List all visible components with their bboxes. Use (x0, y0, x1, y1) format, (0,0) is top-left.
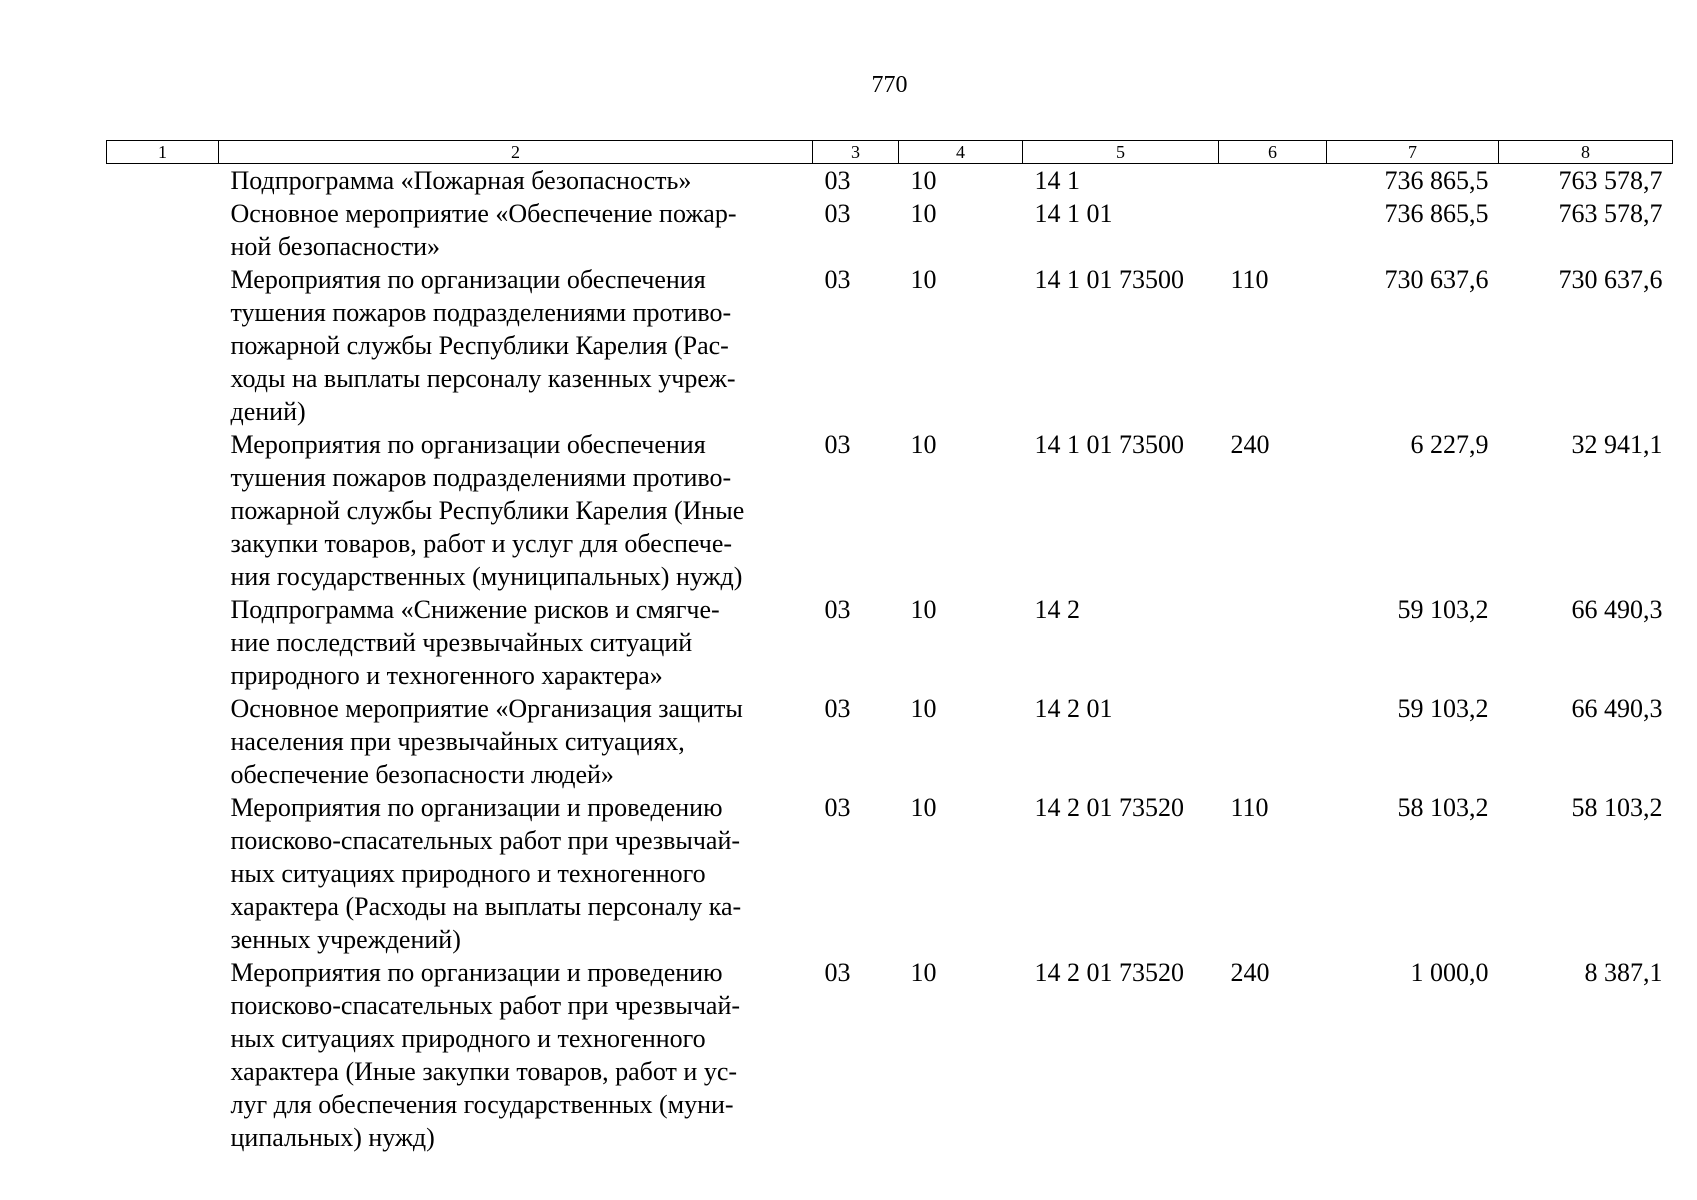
header-col-4: 4 (899, 141, 1023, 164)
description-line: Мероприятия по организации и проведению (230, 958, 723, 987)
row-index-cell (107, 428, 219, 593)
header-col-5: 5 (1023, 141, 1219, 164)
row-expense-type: 110 (1230, 793, 1269, 822)
row-amount-year-2: 66 490,3 (1571, 694, 1663, 723)
description-line: обеспечение безопасности людей» (230, 760, 614, 789)
table-row (107, 791, 1673, 956)
row-amount-year-2: 763 578,7 (1558, 166, 1663, 195)
description-line: природного и техногенного характера» (230, 661, 663, 690)
description-line: Подпрограмма «Пожарная безопасность» (230, 166, 692, 195)
row-subsection-code: 10 (910, 793, 937, 822)
row-index-cell (107, 692, 219, 791)
row-amount-year-1: 59 103,2 (1397, 595, 1489, 624)
row-index-cell (107, 956, 219, 1154)
description-line: ной безопасности» (230, 232, 441, 261)
row-index-cell (107, 197, 219, 263)
row-target-article: 14 2 01 73520 (1034, 793, 1184, 822)
row-section-code: 03 (824, 958, 851, 987)
table-row (107, 263, 1673, 428)
description-line: пожарной службы Республики Карелия (Рас- (230, 331, 729, 360)
row-section-code: 03 (824, 595, 851, 624)
row-subsection-code: 10 (910, 166, 937, 195)
header-col-7: 7 (1327, 141, 1499, 164)
row-target-article: 14 2 (1034, 595, 1080, 624)
row-subsection-code: 10 (910, 199, 937, 228)
description-line: населения при чрезвычайных ситуациях, (230, 727, 685, 756)
row-expense-type (1219, 593, 1327, 692)
description-line: ных ситуациях природного и техногенного (230, 1024, 706, 1053)
row-index-cell (107, 791, 219, 956)
row-index-cell (107, 593, 219, 692)
row-index-cell (107, 164, 219, 198)
row-amount-year-2: 32 941,1 (1571, 430, 1663, 459)
row-target-article: 14 1 (1034, 166, 1080, 195)
row-section-code: 03 (824, 694, 851, 723)
description-line: Мероприятия по организации обеспечения (230, 265, 706, 294)
header-row (107, 141, 1673, 164)
row-section-code: 03 (824, 430, 851, 459)
table-row (107, 593, 1673, 692)
row-amount-year-1: 730 637,6 (1384, 265, 1489, 294)
row-section-code: 03 (824, 166, 851, 195)
table-row (107, 164, 1673, 198)
row-expense-type: 110 (1230, 265, 1269, 294)
row-description (219, 593, 813, 692)
row-amount-year-1: 6 227,9 (1410, 430, 1489, 459)
header-col-1: 1 (107, 141, 219, 164)
row-description (219, 263, 813, 428)
row-amount-year-2: 58 103,2 (1571, 793, 1663, 822)
row-description (219, 956, 813, 1154)
row-amount-year-2: 763 578,7 (1558, 199, 1663, 228)
row-target-article: 14 2 01 (1034, 694, 1113, 723)
table-row (107, 197, 1673, 263)
header-col-8: 8 (1499, 141, 1673, 164)
budget-table (106, 140, 1673, 1154)
description-line: луг для обеспечения государственных (муни- (230, 1090, 734, 1119)
row-section-code: 03 (824, 793, 851, 822)
row-amount-year-1: 736 865,5 (1384, 166, 1489, 195)
header-col-2: 2 (219, 141, 813, 164)
description-line: поисково-спасательных работ при чрезвычай- (230, 826, 741, 855)
row-description (219, 428, 813, 593)
row-index-cell (107, 263, 219, 428)
row-section-code: 03 (824, 265, 851, 294)
description-line: ния государственных (муниципальных) нужд) (230, 562, 743, 591)
description-line: характера (Расходы на выплаты персоналу ка- (230, 892, 742, 921)
header-col-3: 3 (813, 141, 899, 164)
row-target-article: 14 1 01 73500 (1034, 430, 1184, 459)
description-line: Основное мероприятие «Организация защиты (230, 694, 743, 723)
description-line: закупки товаров, работ и услуг для обеспече- (230, 529, 733, 558)
table-row (107, 956, 1673, 1154)
description-line: ципальных) нужд) (230, 1123, 435, 1152)
row-description (219, 164, 813, 198)
row-expense-type: 240 (1230, 958, 1270, 987)
row-target-article: 14 2 01 73520 (1034, 958, 1184, 987)
row-description (219, 791, 813, 956)
row-amount-year-1: 736 865,5 (1384, 199, 1489, 228)
row-subsection-code: 10 (910, 595, 937, 624)
row-amount-year-1: 1 000,0 (1410, 958, 1489, 987)
row-expense-type: 240 (1230, 430, 1270, 459)
table-row (107, 428, 1673, 593)
description-line: Мероприятия по организации обеспечения (230, 430, 706, 459)
description-line: дений) (230, 397, 306, 426)
description-line: ходы на выплаты персоналу казенных учреж- (230, 364, 736, 393)
row-subsection-code: 10 (910, 694, 937, 723)
description-line: ных ситуациях природного и техногенного (230, 859, 706, 888)
description-line: ние последствий чрезвычайных ситуаций (230, 628, 693, 657)
row-target-article: 14 1 01 73500 (1034, 265, 1184, 294)
row-target-article: 14 1 01 (1034, 199, 1113, 228)
row-amount-year-2: 66 490,3 (1571, 595, 1663, 624)
description-line: пожарной службы Республики Карелия (Иные (230, 496, 745, 525)
description-line: Основное мероприятие «Обеспечение пожар- (230, 199, 737, 228)
table-header (107, 141, 1673, 164)
row-amount-year-2: 8 387,1 (1584, 958, 1663, 987)
row-subsection-code: 10 (910, 430, 937, 459)
description-line: характера (Иные закупки товаров, работ и ус- (230, 1057, 738, 1086)
row-amount-year-1: 58 103,2 (1397, 793, 1489, 822)
row-description (219, 692, 813, 791)
table-body (107, 164, 1673, 1155)
row-expense-type (1219, 164, 1327, 198)
row-subsection-code: 10 (910, 958, 937, 987)
description-line: Подпрограмма «Снижение рисков и смягче- (230, 595, 720, 624)
description-line: зенных учреждений) (230, 925, 461, 954)
row-amount-year-1: 59 103,2 (1397, 694, 1489, 723)
description-line: поисково-спасательных работ при чрезвычай- (230, 991, 741, 1020)
description-line: Мероприятия по организации и проведению (230, 793, 723, 822)
row-subsection-code: 10 (910, 265, 937, 294)
row-amount-year-2: 730 637,6 (1558, 265, 1663, 294)
row-section-code: 03 (824, 199, 851, 228)
row-expense-type (1219, 692, 1327, 791)
description-line: тушения пожаров подразделениями противо- (230, 298, 732, 327)
header-col-6: 6 (1219, 141, 1327, 164)
row-description (219, 197, 813, 263)
page-number: 770 (871, 72, 908, 98)
description-line: тушения пожаров подразделениями противо- (230, 463, 732, 492)
row-expense-type (1219, 197, 1327, 263)
table-row (107, 692, 1673, 791)
